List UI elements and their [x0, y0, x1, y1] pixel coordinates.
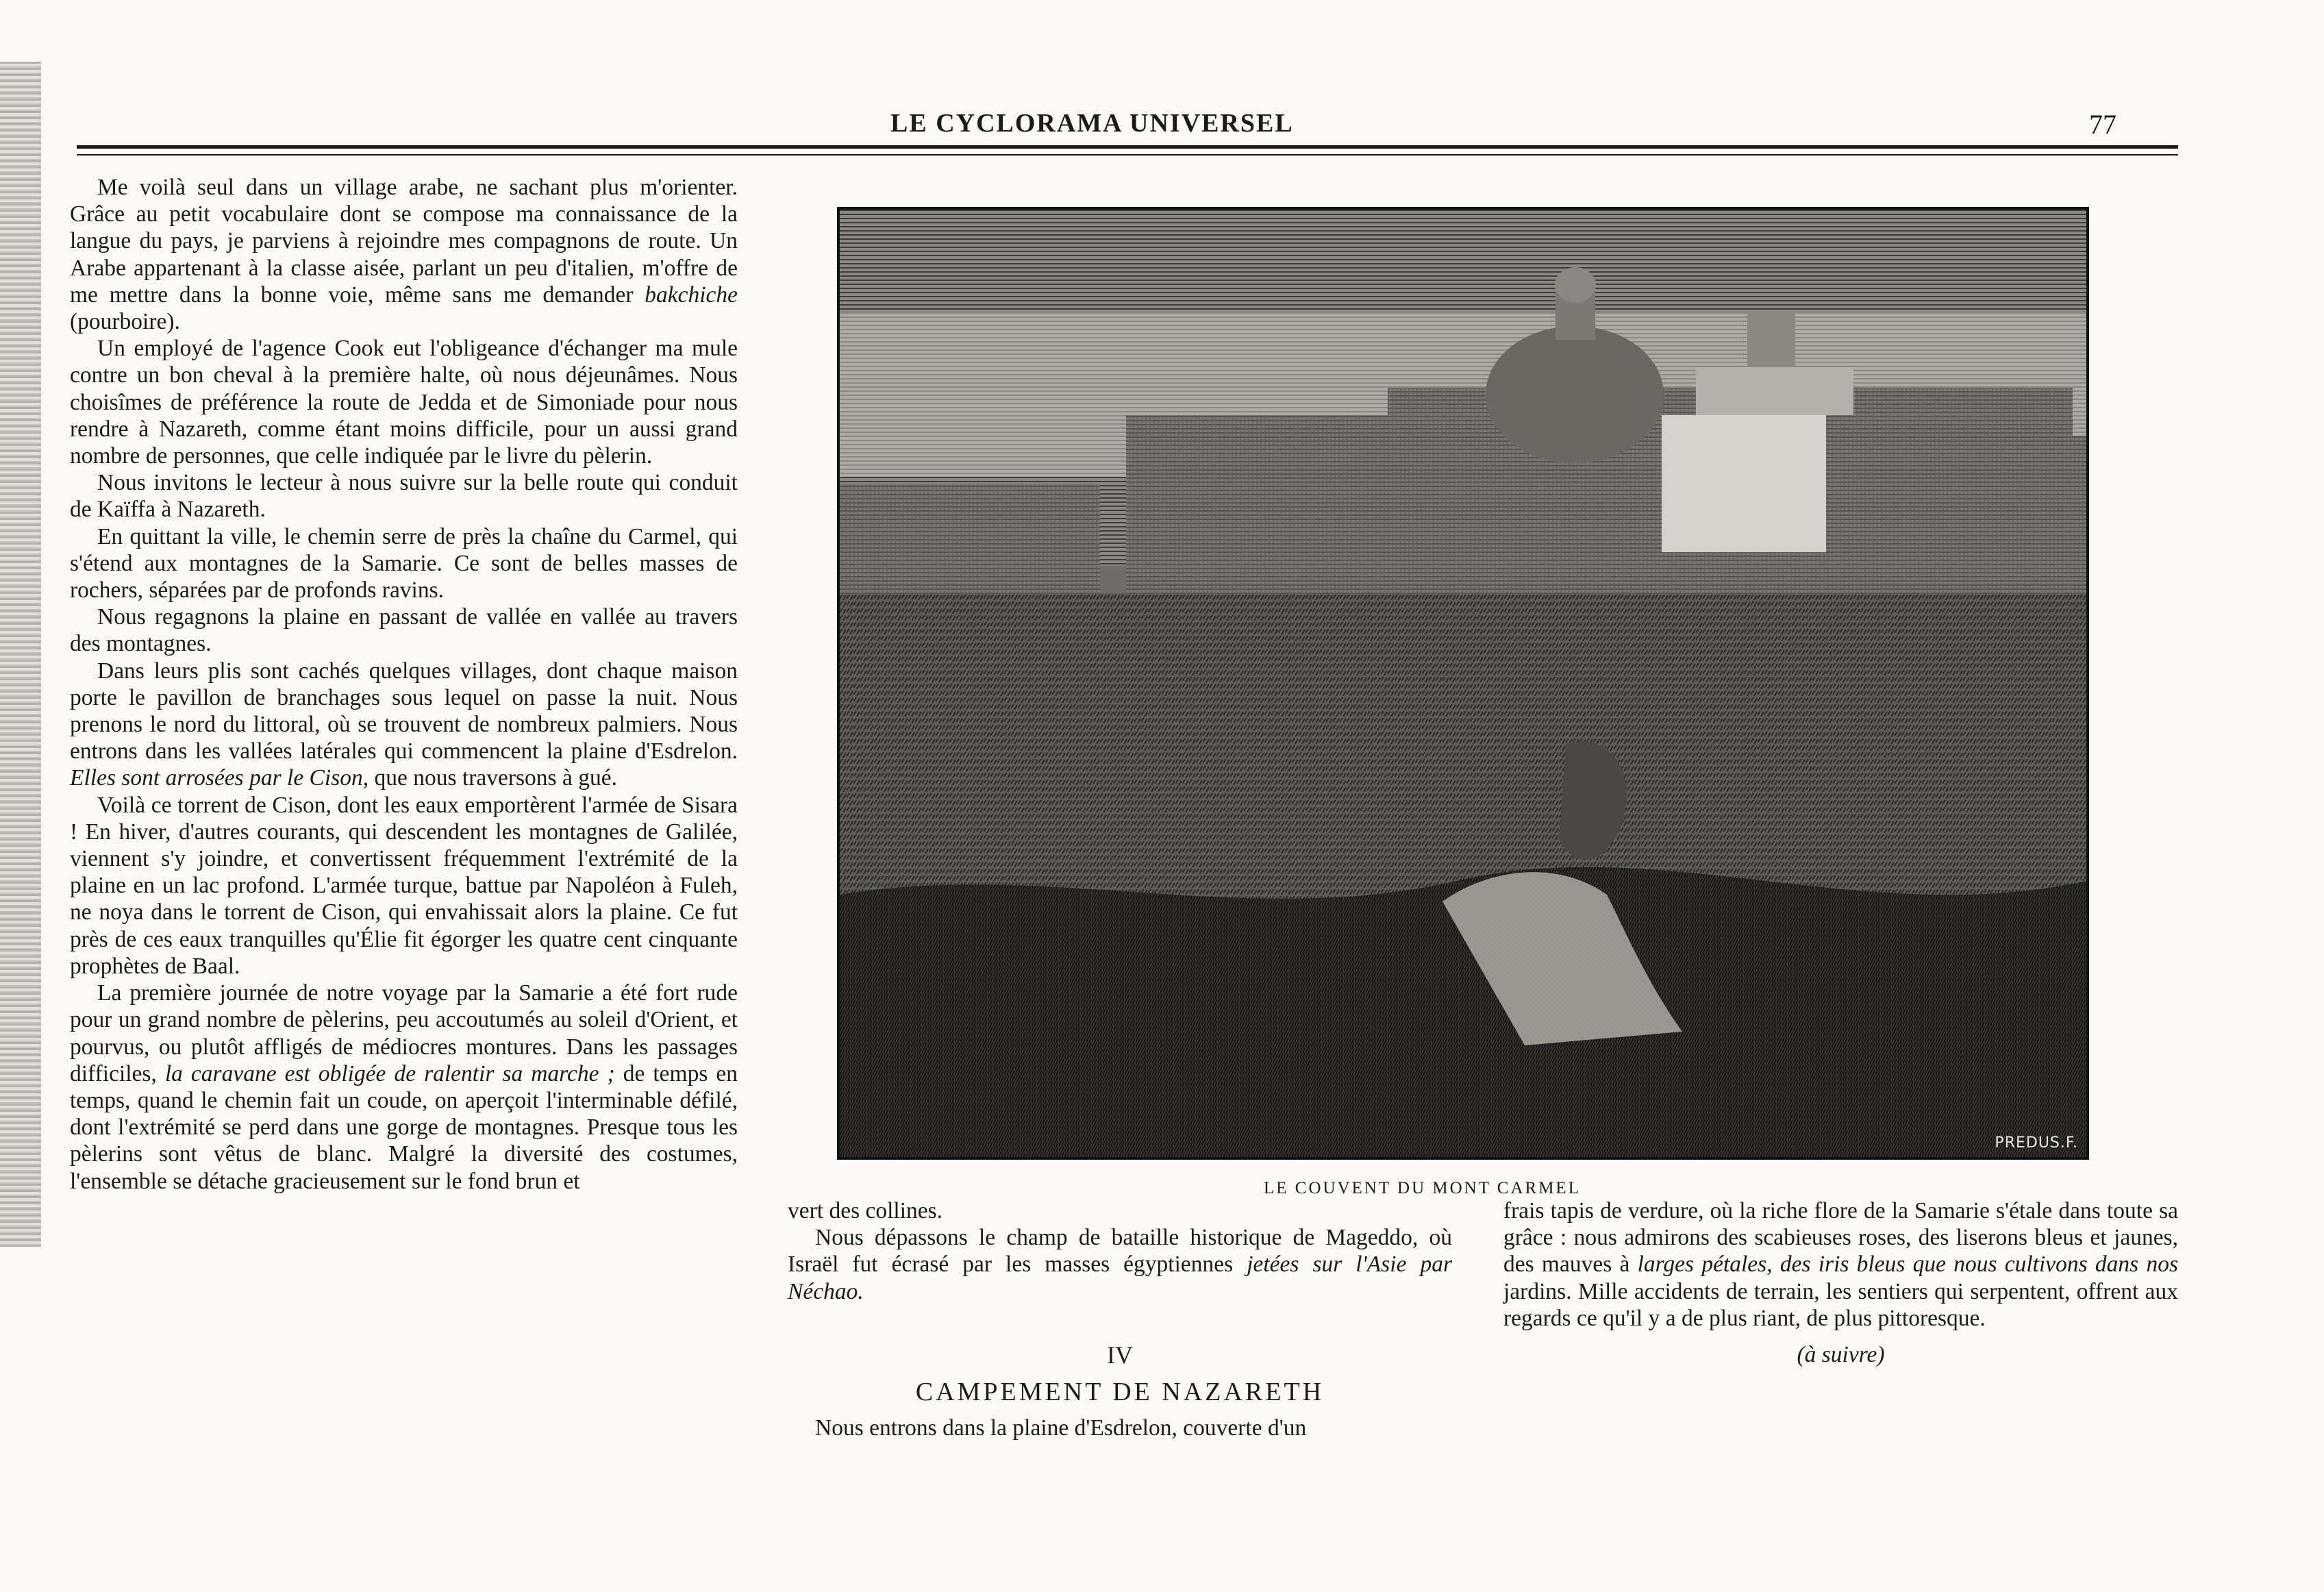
engraving-scene — [840, 210, 2086, 1157]
binding-edge — [0, 62, 41, 1247]
paragraph: Nous dépassons le champ de bataille historique de Mageddo, où Israël fut écrasé par les masses égyptiennes jetées sur l'Asie par Néchao. — [788, 1225, 1452, 1304]
paragraph: vert des collines. — [788, 1198, 943, 1223]
engraving-illustration — [837, 207, 2089, 1160]
left-column — [70, 174, 738, 1195]
section-number: IV — [1107, 1341, 1133, 1369]
paragraph: En quittant la ville, le chemin serre de près la chaîne du Carmel, qui s'étend aux montagnes de la Samarie. Ce sont de belles masses de rochers, séparées par de profonds ravins. — [70, 523, 738, 604]
paragraph: Voilà ce torrent de Cison, dont les eaux emportèrent l'armée de Sisara ! En hiver, d'autres courants, qui descendent les montagnes de Galilée, viennent s'y joindre, et convertissent fréquemment l'extrémité de la plaine en un lac profond. L'armée turque, battue par Napoléon à Fuleh, ne noya dans le torrent de Cison, qui envahissait alors la plaine. Ce fut près de ces eaux tranquilles qu'Élie fit égorger les quatre cent cinquante prophètes de Baal. — [70, 792, 738, 979]
paragraph: Dans leurs plis sont cachés quelques villages, dont chaque maison porte le pavillon de branchages sous lequel on passe la nuit. Nous prenons le nord du littoral, où se trouvent de nombreux palmiers. Nous entrons dans les vallées latérales qui commencent la plaine d'Esdrelon. Elles sont arrosées par le Cison, que nous traversons à gué. — [70, 658, 738, 791]
section-title: CAMPEMENT DE NAZARETH — [915, 1377, 1325, 1406]
header-rule-thin — [77, 154, 2178, 156]
paragraph: Nous entrons dans la plaine d'Esdrelon, couverte d'un — [815, 1415, 1307, 1441]
illustration-caption: LE COUVENT DU MONT CARMEL — [1264, 1179, 1581, 1197]
header-rule — [77, 145, 2178, 149]
running-title: LE CYCLORAMA UNIVERSEL — [890, 109, 1294, 138]
to-be-continued: (à suivre) — [1797, 1342, 1885, 1368]
paragraph: Nous regagnons la plaine en passant de vallée en vallée au travers des montagnes. — [70, 604, 738, 657]
paragraph: Nous invitons le lecteur à nous suivre sur la belle route qui conduit de Kaïffa à Nazareth. — [70, 470, 738, 523]
right-column — [1503, 1197, 2178, 1368]
page-number: 77 — [2089, 109, 2116, 140]
paragraph: La première journée de notre voyage par la Samarie a été fort rude pour un grand nombre de pèlerins, peu accoutumés au soleil d'Orient, et pourvus, ou plutôt affligés de médiocres montures. Dans les passages difficiles, la caravane est obligée de ralentir sa marche ; de temps en temps, quand le chemin fait un coude, on aperçoit l'interminable défilé, dont l'extrémité se perd dans une gorge de montagnes. Presque tous les pèlerins sont vêtus de blanc. Malgré la diversité des costumes, l'ensemble se détache gracieusement sur le fond brun et — [70, 980, 738, 1194]
paragraph: frais tapis de verdure, où la riche flore de la Samarie s'étale dans toute sa grâce : nous admirons des scabieuses roses, des liserons bleus et jaunes, des mauves à larges pétales, des iris bleus que nous cultivons dans nos jardins. Mille accidents de terrain, les sentiers qui serpentent, offrent aux regards ce qu'il y a de plus riant, de plus pittoresque. — [1503, 1198, 2178, 1331]
paragraph: Me voilà seul dans un village arabe, ne sachant plus m'orienter. Grâce au petit vocabulaire dont se compose ma connaissance de la langue du pays, je parviens à rejoindre mes compagnons de route. Un Arabe appartenant à la classe aisée, parlant un peu d'italien, m'offre de me mettre dans la bonne voie, même sans me demander bakchiche (pourboire). — [70, 175, 738, 335]
paragraph: Un employé de l'agence Cook eut l'obligeance d'échanger ma mule contre un bon cheval à la première halte, où nous déjeunâmes. Nous choisîmes de préférence la route de Jedda et de Simoniade pour nous rendre à Nazareth, comme étant moins difficile, pour un aussi grand nombre de personnes, que celle indiquée par le livre du pèlerin. — [70, 336, 738, 469]
engraver-signature: PREDUS.F. — [1995, 1134, 2078, 1152]
middle-column — [788, 1197, 1452, 1441]
